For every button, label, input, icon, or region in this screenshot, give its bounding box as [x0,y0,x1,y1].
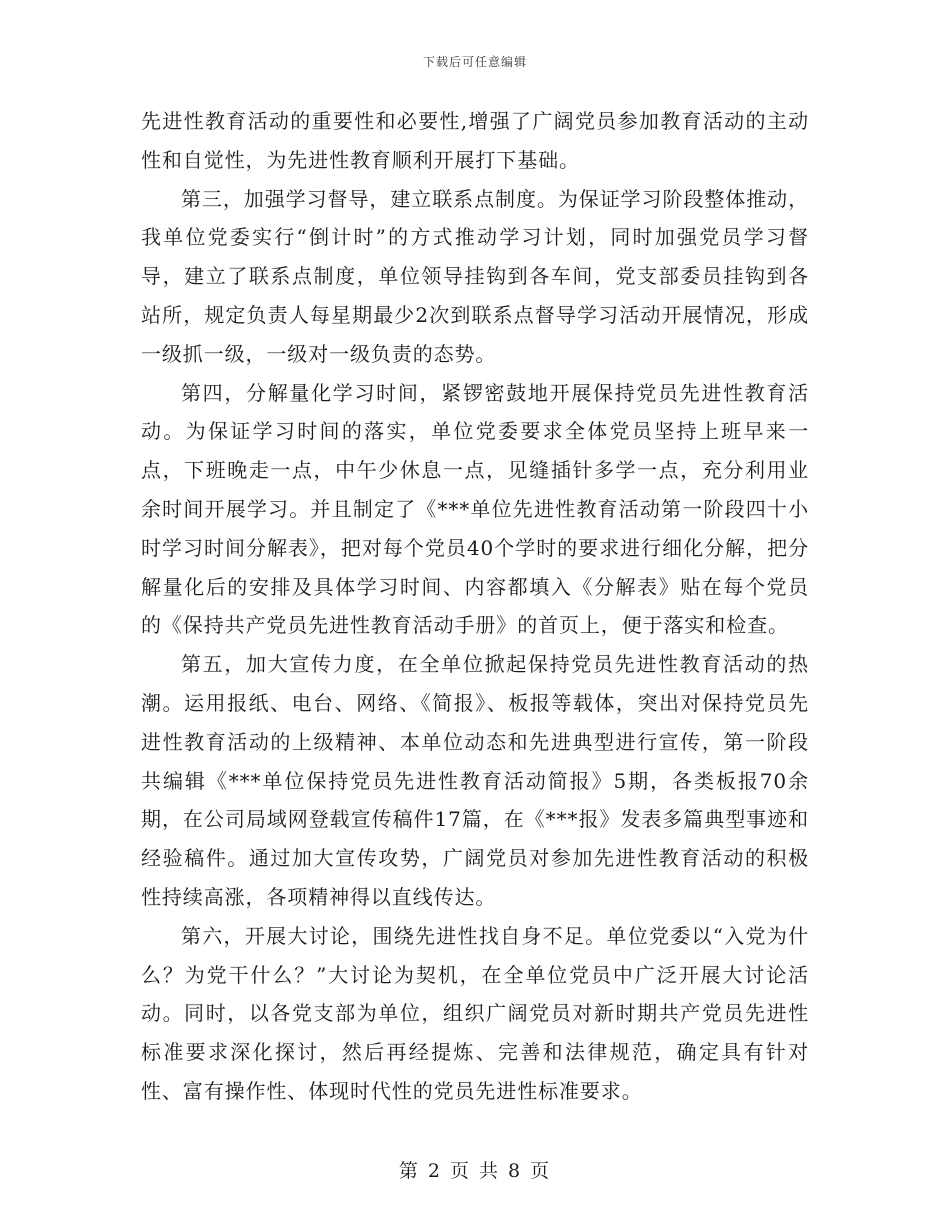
paragraph: 第四，分解量化学习时间，紧锣密鼓地开展保持党员先进性教育活动。为保证学习时间的落实，单位党委要求全体党员坚持上班早来一点，下班晚走一点，中午少休息一点，见缝插针多学一点，充分利用业余时间开展学习。并且制定了《***单位先进性教育活动第一阶段四十小时学习时间分解表》，把对每个党员40个学时的要求进行细化分解，把分解量化后的安排及具体学习时间、内容都填入《分解表》贴在每个党员的《保持共产党员先进性教育活动手册》的首页上，便于落实和检查。 [141,380,809,638]
page-number: 第 2 页 共 8 页 [398,1160,552,1182]
header-note: 下载后可任意编辑 [422,55,527,69]
paragraph: 第六，开展大讨论，围绕先进性找自身不足。单位党委以“入党为什么？为党干什么？”大讨论为契机，在全单位党员中广泛开展大讨论活动。同时，以各党支部为单位，组织广阔党员对新时期共产党员先进性标准要求深化探讨，然后再经提炼、完善和法律规范，确定具有针对性、富有操作性、体现时代性的党员先进性标准要求。 [141,923,809,1103]
paragraph: 第三，加强学习督导，建立联系点制度。为保证学习阶段整体推动，我单位党委实行“倒计时”的方式推动学习计划，同时加强党员学习督导，建立了联系点制度，单位领导挂钩到各车间，党支部委员挂钩到各站所，规定负责人每星期最少2次到联系点督导学习活动开展情况，形成一级抓一级，一级对一级负责的态势。 [141,186,809,366]
paragraph: 第五，加大宣传力度，在全单位掀起保持党员先进性教育活动的热潮。运用报纸、电台、网络、《简报》、板报等载体，突出对保持党员先进性教育活动的上级精神、本单位动态和先进典型进行宣传，第一阶段共编辑《***单位保持党员先进性教育活动简报》5期，各类板报70余期，在公司局域网登载宣传稿件17篇，在《***报》发表多篇典型事迹和经验稿件。通过加大宣传攻势，广阔党员对参加先进性教育活动的积极性持续高涨，各项精神得以直线传达。 [141,652,809,909]
body-text [141,102,809,1111]
paragraph: 先进性教育活动的重要性和必要性,增强了广阔党员参加教育活动的主动性和自觉性，为先进性教育顺利开展打下基础。 [141,109,809,172]
